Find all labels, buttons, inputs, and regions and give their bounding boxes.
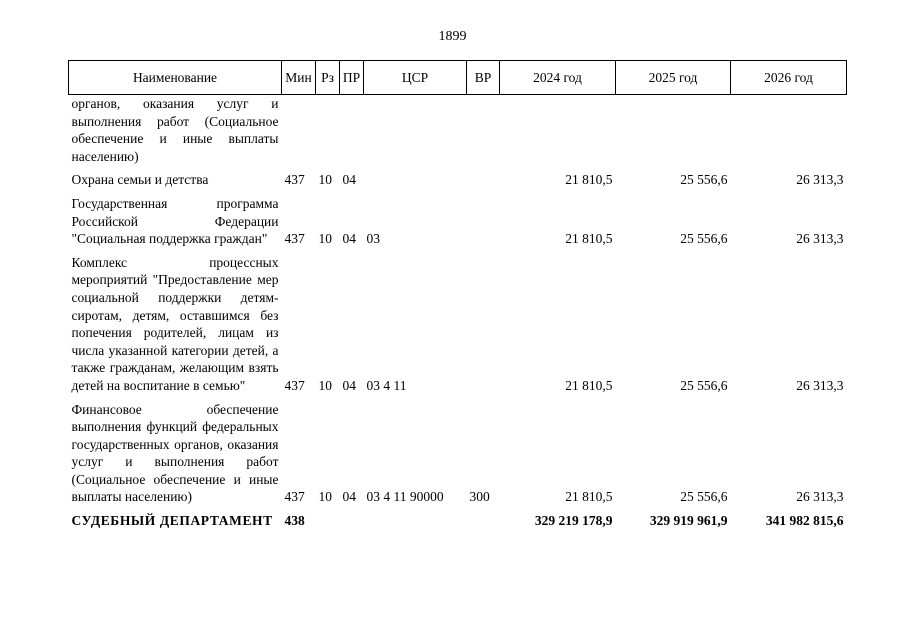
row-2025: 25 556,6 [680, 377, 728, 393]
row-min: 437 [284, 231, 305, 247]
row-csr: 03 4 11 90000 [366, 489, 444, 505]
header-name: Наименование [69, 61, 282, 95]
page-number: 1899 [438, 29, 467, 44]
row-2026: 26 313,3 [796, 172, 844, 188]
header-2025: 2025 год [616, 61, 731, 95]
row-vr [467, 95, 500, 166]
row-2024 [500, 95, 616, 166]
row-csr: 03 4 11 [366, 377, 407, 393]
row-2026: 26 313,3 [796, 377, 844, 393]
header-2024: 2024 год [500, 61, 616, 95]
row-csr [364, 95, 467, 166]
header-rz: Рз [316, 61, 340, 95]
budget-table [68, 60, 847, 530]
row-min: 437 [284, 172, 305, 188]
row-2025 [616, 95, 731, 166]
row-min: 437 [284, 489, 305, 505]
row-min: 437 [284, 377, 305, 393]
row-2024: 21 810,5 [565, 231, 613, 247]
row-name: Комплекс процессных мероприятий "Предоставление мер социальной поддержки детям-сиротам, детям, оставшимся без попечения родителей, лицам из числа указанной категории детей, а также гражданам, желающим взять детей на воспитание в семью" [71, 254, 279, 393]
row-pr: 04 [342, 172, 356, 188]
table-row [69, 195, 847, 248]
row-2026: 26 313,3 [796, 231, 844, 247]
row-vr: 300 [469, 489, 490, 505]
row-rz: 10 [318, 172, 332, 188]
row-2024: 21 810,5 [565, 377, 613, 393]
total-2026: 341 982 815,6 [765, 513, 844, 529]
header-csr: ЦСР [364, 61, 467, 95]
row-rz: 10 [318, 489, 332, 505]
row-pr: 04 [342, 489, 356, 505]
total-2025: 329 919 961,9 [649, 513, 728, 529]
total-2024: 329 219 178,9 [534, 513, 613, 529]
row-2024: 21 810,5 [565, 489, 613, 505]
row-name: Государственная программа Российской Федерации "Социальная поддержка граждан" [71, 195, 279, 247]
row-vr [467, 254, 500, 395]
table-row [69, 401, 847, 507]
row-2025: 25 556,6 [680, 489, 728, 505]
row-2025: 25 556,6 [680, 231, 728, 247]
row-vr [467, 171, 500, 189]
row-csr [364, 171, 467, 189]
row-name: Охрана семьи и детства [71, 172, 209, 188]
header-row [69, 61, 847, 95]
table-row [69, 254, 847, 395]
header-vr: ВР [467, 61, 500, 95]
row-csr: 03 [366, 231, 380, 247]
row-pr: 04 [342, 377, 356, 393]
total-min: 438 [284, 513, 305, 529]
row-rz: 10 [318, 231, 332, 247]
row-min [282, 95, 316, 166]
row-2024: 21 810,5 [565, 172, 613, 188]
row-rz [316, 95, 340, 166]
row-2026: 26 313,3 [796, 489, 844, 505]
row-vr [467, 195, 500, 248]
total-row [69, 506, 847, 530]
header-min: Мин [282, 61, 316, 95]
row-pr: 04 [342, 231, 356, 247]
header-2026: 2026 год [731, 61, 847, 95]
row-name: Финансовое обеспечение выполнения функций федеральных государственных органов, оказания услуг и выполнения работ (Социальное обеспечение и иные выплаты населению) [71, 401, 279, 505]
header-pr: ПР [340, 61, 364, 95]
table-row [69, 171, 847, 189]
table-row [69, 95, 847, 166]
row-name: органов, оказания услуг и выполнения работ (Социальное обеспечение и иные выплаты населению) [71, 96, 279, 164]
row-2025: 25 556,6 [680, 172, 728, 188]
row-2026 [731, 95, 847, 166]
row-pr [340, 95, 364, 166]
total-name: СУДЕБНЫЙ ДЕПАРТАМЕНТ [71, 513, 273, 529]
row-rz: 10 [318, 377, 332, 393]
